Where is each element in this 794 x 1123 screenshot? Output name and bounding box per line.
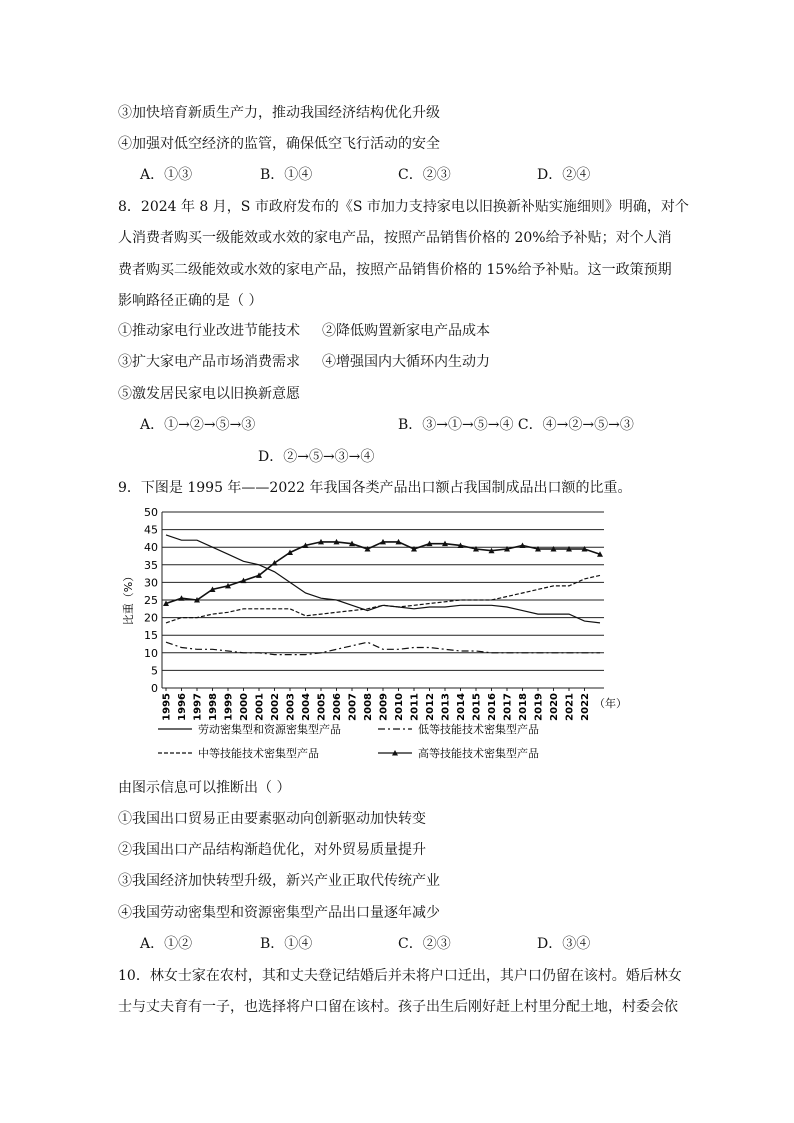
series-line-4	[166, 542, 600, 604]
x-tick-label: 1996	[177, 693, 188, 721]
x-tick-label: 2015	[471, 693, 483, 721]
x-tick-label: 2020	[549, 693, 560, 721]
x-tick-label: 2008	[363, 693, 374, 721]
y-tick-label: 10	[144, 646, 158, 660]
q9-item-3: ③我国经济加快转型升级，新兴产业正取代传统产业	[118, 873, 440, 889]
x-tick-label: 2011	[409, 693, 421, 721]
y-tick-label: 5	[151, 664, 158, 678]
legend-label: 中等技能技术密集型产品	[198, 747, 319, 760]
q8-item-1: ①推动家电行业改进节能技术	[118, 323, 300, 339]
x-tick-labels	[162, 693, 592, 721]
q8-stem-line-2: 人消费者购买一级能效或水效的家电产品，按照产品销售价格的 20%给予补贴；对个人消	[118, 230, 672, 246]
y-tick-label: 35	[144, 558, 158, 572]
q9-item-2: ②我国出口产品结构渐趋优化，对外贸易质量提升	[118, 842, 426, 858]
q8-item-2: ②降低购置新家电产品成本	[322, 323, 490, 339]
x-tick-label: 2018	[518, 693, 529, 721]
x-axis-label: （年）	[594, 697, 627, 710]
chart-grid	[162, 512, 604, 691]
q9-option-b: B．①④	[260, 936, 313, 952]
q8-item-3: ③扩大家电产品市场消费需求	[118, 354, 300, 370]
q9-option-d: D．③④	[537, 936, 591, 952]
x-tick-label: 2013	[440, 693, 452, 721]
q7-option-d: D．②④	[537, 167, 591, 183]
x-tick-label: 2006	[332, 693, 343, 721]
x-tick-label: 2002	[270, 693, 281, 721]
q9-item-4: ④我国劳动密集型和资源密集型产品出口量逐年减少	[118, 905, 440, 921]
x-tick-label: 2000	[239, 693, 250, 721]
y-tick-label: 45	[144, 523, 158, 537]
legend-label: 低等技能技术密集型产品	[418, 723, 539, 736]
q9-option-a: A．①②	[140, 936, 193, 952]
q8-stem-line-1: 8．2024 年 8 月，S 市政府发布的《S 市加力支持家电以旧换新补贴实施细则》明确，对个	[118, 199, 689, 215]
q8-stem-line-3: 费者购买二级能效或水效的家电产品，按照产品销售价格的 15%给予补贴。这一政策预期	[118, 262, 672, 278]
y-axis-label: 比重（%）	[122, 570, 135, 626]
q9-stem: 9．下图是 1995 年——2022 年我国各类产品出口额占我国制成品出口额的比重。	[118, 480, 632, 496]
x-tick-label: 1998	[208, 693, 219, 721]
q8-option-a: A．①→②→⑤→③	[140, 417, 256, 433]
y-tick-labels	[144, 506, 158, 695]
q8-stem-line-4: 影响路径正确的是（ ）	[118, 293, 263, 309]
x-tick-label: 2014	[456, 693, 467, 721]
q9-question: 由图示信息可以推断出（ ）	[118, 780, 291, 796]
x-tick-label: 2012	[425, 693, 436, 721]
export-share-line-chart	[118, 500, 627, 770]
x-tick-label: 2004	[301, 693, 312, 721]
q9-option-c: C．②③	[398, 936, 451, 952]
y-tick-label: 0	[151, 682, 158, 695]
q7-option-b: B．①④	[260, 167, 313, 183]
q10-stem-line-1: 10．林女士家在农村，其和丈夫登记结婚后并未将户口迁出，其户口仍留在该村。婚后林女	[118, 968, 682, 984]
x-tick-label: 1995	[161, 693, 173, 721]
legend-label: 劳动密集型和资源密集型产品	[198, 723, 341, 736]
y-tick-label: 40	[144, 541, 158, 555]
q8-item-4: ④增强国内大循环内生动力	[322, 354, 490, 370]
x-tick-label: 2007	[347, 693, 359, 721]
x-tick-label: 2021	[564, 693, 576, 721]
y-tick-label: 50	[144, 506, 158, 519]
chart-legend	[158, 722, 539, 760]
y-tick-label: 20	[144, 611, 158, 625]
q7-option-c: C．②③	[398, 167, 451, 183]
q8-option-b-c: B．③→①→⑤→④ C．④→②→⑤→③	[398, 417, 634, 433]
q7-item-4: ④加强对低空经济的监管，确保低空飞行活动的安全	[118, 136, 440, 152]
y-tick-label: 25	[144, 594, 158, 607]
x-tick-label: 2010	[394, 693, 405, 721]
x-tick-label: 2017	[502, 693, 514, 721]
x-tick-label: 2003	[285, 693, 297, 721]
x-tick-label: 2009	[378, 693, 390, 721]
q9-item-1: ①我国出口贸易正由要素驱动向创新驱动加快转变	[118, 811, 426, 827]
x-tick-label: 2016	[487, 693, 498, 721]
q7-option-a: A．①③	[140, 167, 193, 183]
x-tick-label: 2001	[254, 693, 266, 721]
y-tick-label: 30	[144, 576, 158, 590]
q8-item-5: ⑤激发居民家电以旧换新意愿	[118, 386, 300, 402]
chart-series	[163, 535, 603, 655]
x-tick-label: 2019	[533, 693, 545, 721]
q7-item-3: ③加快培育新质生产力，推动我国经济结构优化升级	[118, 105, 440, 121]
q8-option-d: D．②→⑤→③→④	[258, 449, 375, 465]
legend-label: 高等技能技术密集型产品	[418, 747, 539, 760]
x-tick-label: 1997	[192, 693, 204, 721]
x-tick-label: 2005	[316, 693, 328, 721]
x-tick-label: 2022	[580, 693, 591, 721]
q10-stem-line-2: 士与丈夫育有一子，也选择将户口留在该村。孩子出生后刚好赶上村里分配土地，村委会依	[118, 999, 678, 1015]
y-tick-label: 15	[144, 629, 158, 643]
x-tick-label: 1999	[223, 693, 235, 721]
